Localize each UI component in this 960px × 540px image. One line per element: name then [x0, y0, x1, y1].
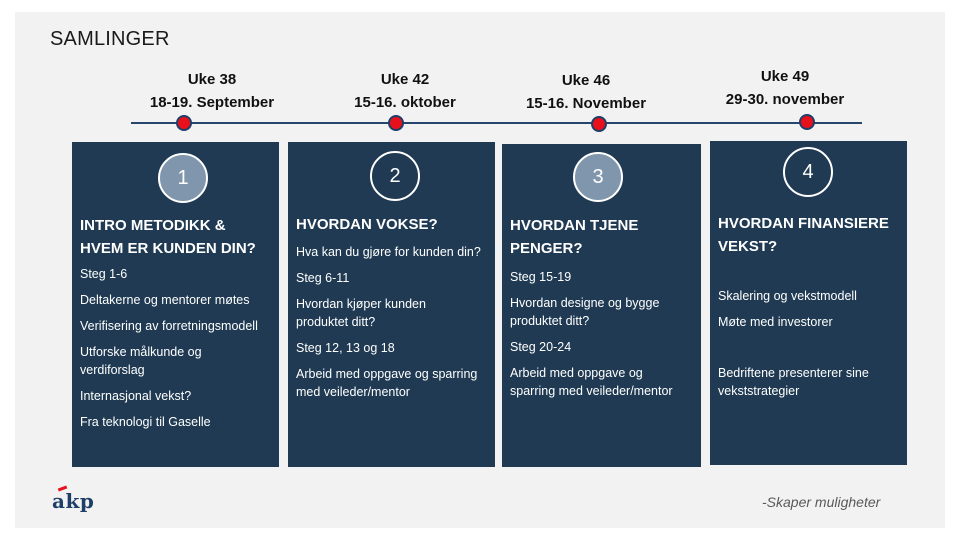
card-title [296, 213, 489, 236]
list-item: vekststrategier [718, 384, 800, 398]
card-title-line: HVORDAN FINANSIERE [718, 215, 889, 232]
week-label: Uke 46 [561, 72, 611, 89]
list-item: Steg 1-6 [80, 267, 128, 281]
card-title [80, 214, 273, 260]
card-title-line: INTRO METODIKK & [80, 217, 226, 234]
session-card-1 [72, 142, 279, 467]
card-items [296, 243, 493, 401]
list-item: Fra teknologi til Gaselle [80, 415, 211, 429]
list-item: med veileder/mentor [296, 385, 410, 399]
list-item: Steg 15-19 [510, 270, 572, 284]
timeline-dot-1 [176, 115, 192, 131]
number-badge: 2 [370, 151, 420, 201]
tagline: -Skaper muligheter [762, 494, 881, 510]
list-item: Skalering og vekstmodell [718, 289, 857, 303]
list-item: Steg 20-24 [510, 340, 572, 354]
list-item: Hvordan designe og bygge [510, 296, 660, 310]
list-item: Bedriftene presenterer sine [718, 366, 869, 380]
number-badge: 4 [783, 147, 833, 197]
list-item: Steg 6-11 [296, 271, 350, 285]
date-label: 15-16. oktober [354, 94, 456, 111]
timeline-label-2 [315, 68, 495, 114]
date-label: 29-30. november [725, 91, 845, 108]
list-item: produktet ditt? [510, 314, 590, 328]
list-item: Steg 12, 13 og 18 [296, 341, 395, 355]
list-item: Utforske målkunde og [80, 345, 202, 359]
card-title-line: PENGER? [510, 240, 583, 257]
session-card-4 [710, 141, 907, 465]
page-title: SAMLINGER [50, 28, 170, 50]
session-card-3 [502, 144, 701, 467]
list-item: Internasjonal vekst? [80, 389, 192, 403]
list-item: Deltakerne og mentorer møtes [80, 293, 250, 307]
timeline-label-4 [695, 65, 875, 111]
timeline-dot-4 [799, 114, 815, 130]
card-title-line: VEKST? [718, 238, 778, 255]
timeline-dot-3 [591, 116, 607, 132]
card-title-line: HVORDAN VOKSE? [296, 216, 438, 233]
number-badge: 3 [573, 152, 623, 202]
list-item: sparring med veileder/mentor [510, 384, 673, 398]
card-items [510, 268, 699, 400]
list-item: Hva kan du gjøre for kunden din? [296, 245, 481, 259]
session-card-2 [288, 142, 495, 467]
card-title-line: HVORDAN TJENE [510, 217, 639, 234]
list-item: Arbeid med oppgave og [510, 366, 643, 380]
timeline-label-1 [122, 68, 302, 114]
number-badge: 1 [158, 153, 208, 203]
card-title-line: HVEM ER KUNDEN DIN? [80, 240, 256, 257]
list-item: Hvordan kjøper kunden [296, 297, 426, 311]
list-item: Arbeid med oppgave og sparring [296, 367, 478, 381]
date-label: 18-19. September [149, 94, 275, 111]
week-label: Uke 42 [380, 71, 430, 88]
week-label: Uke 38 [187, 71, 237, 88]
date-label: 15-16. November [525, 95, 647, 112]
list-item: Møte med investorer [718, 315, 833, 329]
card-items [80, 265, 277, 431]
akp-logo: akp [52, 489, 95, 513]
timeline-dot-2 [388, 115, 404, 131]
list-item: verdiforslag [80, 363, 145, 377]
timeline-label-3 [496, 69, 676, 115]
card-title [510, 214, 695, 260]
list-item: produktet ditt? [296, 315, 376, 329]
card-title [718, 212, 901, 258]
timeline-line [131, 122, 862, 124]
week-label: Uke 49 [760, 68, 810, 85]
card-items [718, 287, 905, 400]
list-item: Verifisering av forretningsmodell [80, 319, 258, 333]
